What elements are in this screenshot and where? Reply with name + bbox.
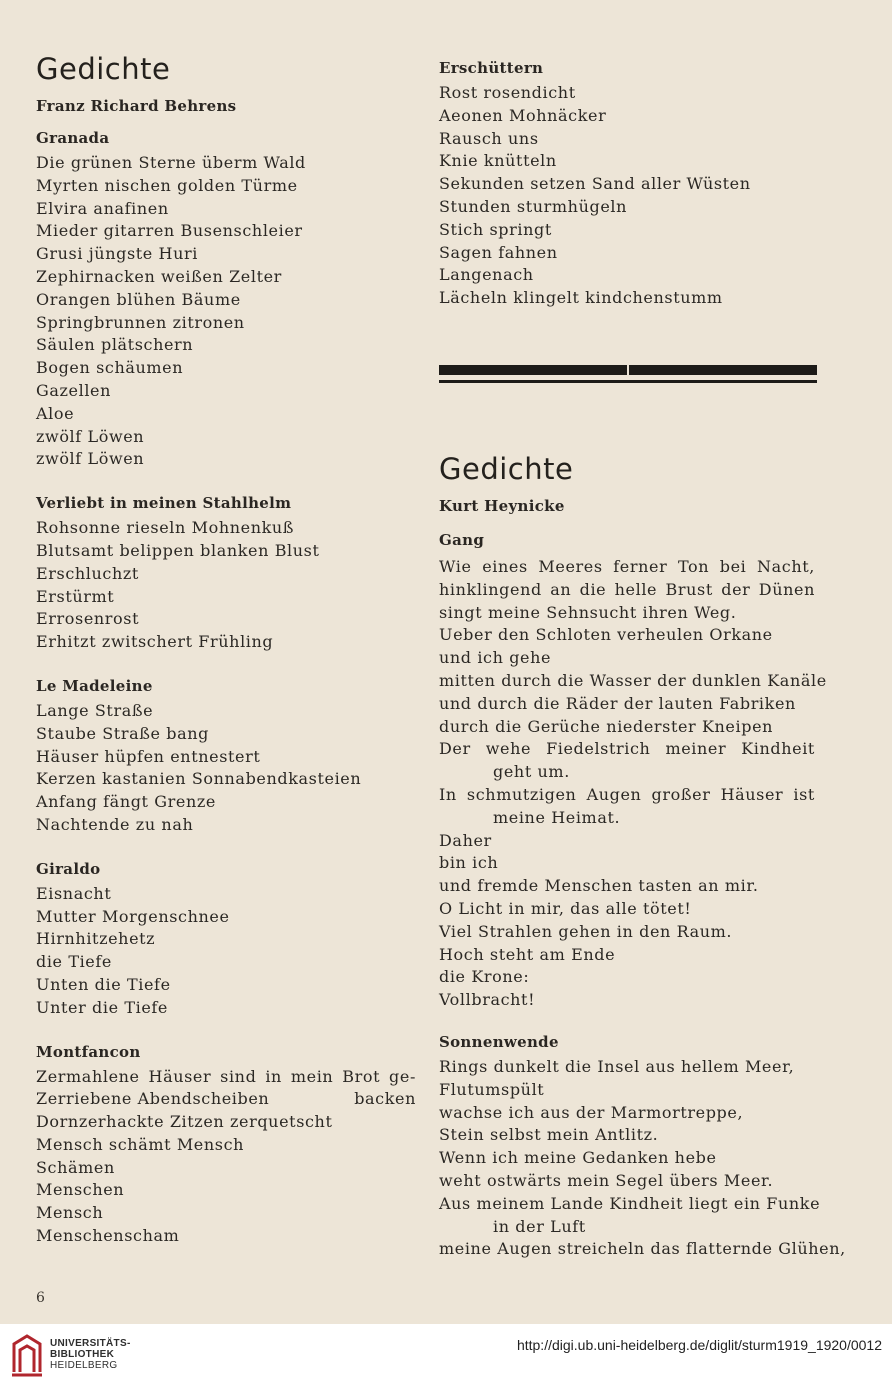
library-line: BIBLIOTHEK bbox=[50, 1349, 115, 1360]
word: in bbox=[265, 1066, 282, 1086]
poem-line: Orangen blühen Bäume bbox=[36, 289, 241, 309]
poem-line: Myrten nischen golden Türme bbox=[36, 175, 298, 195]
poem-line: Springbrunnen zitronen bbox=[36, 312, 245, 332]
poem-line: Die grünen Sterne überm Wald bbox=[36, 153, 306, 172]
word: Brust bbox=[665, 579, 713, 599]
poem-line-part: backen bbox=[354, 1089, 416, 1109]
word: Häuser bbox=[148, 1066, 212, 1086]
poem-line: zwölf Löwen bbox=[36, 426, 145, 446]
poem-lines bbox=[439, 830, 815, 1012]
poem-verliebt bbox=[36, 493, 416, 654]
source-url-link[interactable]: http://digi.ub.uni-heidelberg.de/diglit/sturm1919_1920/0012 bbox=[516, 1337, 882, 1353]
poem-line: Eisnacht bbox=[36, 883, 112, 903]
poem-title: Verliebt in meinen Stahlhelm bbox=[36, 494, 292, 513]
word: Nacht, bbox=[757, 557, 815, 576]
poem-line: zwölf Löwen bbox=[36, 449, 145, 469]
poem-line: Säulen plätschern bbox=[36, 335, 194, 355]
divider-thin bbox=[439, 380, 817, 383]
poem-line: durch die Gerüche niederster Kneipen bbox=[439, 716, 774, 736]
poem-line: Hoch steht am Ende bbox=[439, 944, 616, 964]
poem-gang bbox=[439, 530, 827, 1012]
poem-line: Unten die Tiefe bbox=[36, 974, 171, 994]
word: die bbox=[579, 579, 607, 599]
poem-line: Blutsamt belippen blanken Blust bbox=[36, 540, 320, 560]
word: Meeres bbox=[538, 557, 603, 576]
poem-line: O Licht in mir, das alle tötet! bbox=[439, 898, 692, 918]
poem-lines bbox=[36, 152, 416, 471]
poem-line: Rings dunkelt die Insel aus hellem Meer, bbox=[439, 1056, 795, 1076]
word: ferner bbox=[613, 557, 668, 576]
word: In bbox=[439, 784, 457, 804]
poem-lines bbox=[439, 602, 827, 739]
poem-line: Anfang fängt Grenze bbox=[36, 792, 216, 812]
poem-lines bbox=[36, 700, 416, 837]
poem-line: Erschluchzt bbox=[36, 563, 139, 583]
poem-line: wachse ich aus der Marmortreppe, bbox=[439, 1102, 744, 1122]
word: großer bbox=[651, 784, 711, 804]
poem-erschuettern bbox=[439, 58, 817, 310]
poem-line: Lächeln klingelt kindchenstumm bbox=[439, 288, 723, 308]
poem-line-indented: meine Heimat. bbox=[493, 807, 621, 827]
poem-line: Elvira anafinen bbox=[36, 198, 169, 218]
page-number: 6 bbox=[36, 1290, 45, 1306]
poem-line-justified bbox=[36, 1088, 416, 1111]
left-heading: Gedichte bbox=[36, 52, 171, 86]
poem-line: Bogen schäumen bbox=[36, 358, 184, 378]
word: Häuser bbox=[720, 784, 784, 804]
word: helle bbox=[614, 579, 658, 599]
poem-line: Aloe bbox=[36, 403, 75, 423]
left-column bbox=[36, 52, 416, 1248]
poem-line: und fremde Menschen tasten an mir. bbox=[439, 876, 759, 896]
poem-line: Rausch uns bbox=[439, 128, 539, 148]
word: ist bbox=[793, 784, 815, 804]
poem-line: Sagen fahnen bbox=[439, 242, 558, 262]
word: Fiedelstrich bbox=[546, 739, 651, 759]
poem-line-indented: in der Luft bbox=[493, 1216, 586, 1236]
poem-lines bbox=[36, 517, 416, 654]
word: an bbox=[550, 579, 572, 599]
word: Wie bbox=[439, 557, 472, 576]
poem-title: Le Madeleine bbox=[36, 676, 153, 695]
poem-line: Hirnhitzehetz bbox=[36, 929, 156, 949]
poem-title: Sonnenwende bbox=[439, 1032, 559, 1051]
poem-line: Dornzerhackte Zitzen zerquetscht bbox=[36, 1112, 333, 1132]
poem-line: und durch die Räder der lauten Fabriken bbox=[439, 693, 796, 713]
poem-line: Mensch schämt Mensch bbox=[36, 1134, 245, 1154]
right-author: Kurt Heynicke bbox=[439, 497, 565, 515]
poem-line: meine Augen streicheln das flatternde Glühen, bbox=[439, 1239, 846, 1259]
poem-line: Vollbracht! bbox=[439, 990, 536, 1010]
word: ge- bbox=[389, 1066, 416, 1086]
divider-thick bbox=[439, 365, 817, 375]
poem-line: Gazellen bbox=[36, 380, 112, 400]
poem-line: Häuser hüpfen entnestert bbox=[36, 746, 261, 766]
poem-line: Mieder gitarren Busenschleier bbox=[36, 221, 303, 241]
library-logo-icon[interactable] bbox=[10, 1332, 44, 1378]
poem-line: Stunden sturmhügeln bbox=[439, 196, 628, 216]
poem-lines bbox=[36, 883, 416, 1020]
word: wehe bbox=[485, 739, 532, 759]
poem-line-justified bbox=[439, 784, 815, 807]
word: Zermahlene bbox=[36, 1066, 140, 1086]
poem-line: Stich springt bbox=[439, 219, 552, 239]
right-heading: Gedichte bbox=[439, 452, 574, 486]
poem-line: Wenn ich meine Gedanken hebe bbox=[439, 1148, 717, 1168]
poem-line: Mutter Morgenschnee bbox=[36, 906, 230, 926]
poem-giraldo bbox=[36, 859, 416, 1020]
poem-line: Ueber den Schloten verheulen Orkane bbox=[439, 625, 773, 645]
poem-line: Stein selbst mein Antlitz. bbox=[439, 1125, 659, 1145]
poem-line: Menschenscham bbox=[36, 1226, 180, 1246]
poem-line: Grusi jüngste Huri bbox=[36, 244, 198, 264]
poem-line: Aeonen Mohnäcker bbox=[439, 105, 607, 125]
poem-title: Granada bbox=[36, 129, 110, 147]
poem-title: Erschüttern bbox=[439, 59, 544, 77]
poem-line: die Krone: bbox=[439, 967, 530, 987]
right-column bbox=[439, 58, 817, 310]
poem-line-justified bbox=[439, 738, 815, 761]
word: bei bbox=[719, 557, 747, 576]
poem-line: Daher bbox=[439, 830, 492, 850]
library-name[interactable] bbox=[50, 1338, 131, 1371]
poem-line: Flutumspült bbox=[439, 1079, 545, 1099]
poem-line-justified bbox=[439, 579, 815, 602]
poem-line: Lange Straße bbox=[36, 700, 154, 720]
poem-line: mitten durch die Wasser der dunklen Kanäle bbox=[439, 670, 827, 690]
poem-line: Sekunden setzen Sand aller Wüsten bbox=[439, 174, 751, 194]
poem-title: Giraldo bbox=[36, 859, 101, 878]
poem-granada bbox=[36, 128, 416, 471]
poem-line: Unter die Tiefe bbox=[36, 997, 168, 1017]
word: hinklingend bbox=[439, 579, 542, 599]
poem-line-justified bbox=[36, 1066, 416, 1089]
word: meiner bbox=[665, 739, 727, 759]
poem-line: Rost rosendicht bbox=[439, 83, 576, 102]
poem-line: Schämen bbox=[36, 1157, 115, 1177]
poem-line: Viel Strahlen gehen in den Raum. bbox=[439, 921, 733, 941]
word: Brot bbox=[342, 1066, 381, 1086]
poem-sonnenwende bbox=[439, 1032, 846, 1261]
poem-line-part: Zerriebene Abendscheiben bbox=[36, 1089, 270, 1109]
library-line: HEIDELBERG bbox=[50, 1360, 118, 1371]
poem-line: Erstürmt bbox=[36, 586, 115, 606]
poem-line: die Tiefe bbox=[36, 952, 112, 972]
word: Ton bbox=[677, 557, 710, 576]
poem-line: singt meine Sehnsucht ihren Weg. bbox=[439, 602, 737, 622]
poem-line: Rohsonne rieseln Mohnenkuß bbox=[36, 518, 295, 538]
poem-lines bbox=[36, 1111, 416, 1248]
poem-line: bin ich bbox=[439, 853, 499, 873]
poem-line: Knie knütteln bbox=[439, 151, 557, 171]
right-column-lower bbox=[439, 452, 846, 1261]
poem-line: Langenach bbox=[439, 265, 534, 285]
poem-line: Nachtende zu nah bbox=[36, 814, 194, 834]
poem-line: Zephirnacken weißen Zelter bbox=[36, 266, 282, 286]
word: Dünen bbox=[758, 579, 815, 599]
left-author: Franz Richard Behrens bbox=[36, 97, 237, 115]
poem-line: weht ostwärts mein Segel übers Meer. bbox=[439, 1170, 774, 1190]
word: Kindheit bbox=[741, 739, 815, 759]
poem-line: Aus meinem Lande Kindheit liegt ein Funke bbox=[439, 1193, 821, 1213]
poem-line: Staube Straße bang bbox=[36, 723, 209, 743]
poem-line-justified bbox=[439, 556, 815, 579]
poem-line: Kerzen kastanien Sonnabendkasteien bbox=[36, 769, 362, 789]
word: schmutzigen bbox=[466, 784, 577, 804]
poem-line-indented: geht um. bbox=[493, 762, 570, 782]
poem-title: Gang bbox=[439, 531, 485, 549]
poem-line: und ich gehe bbox=[439, 648, 552, 668]
library-line: UNIVERSITÄTS- bbox=[50, 1338, 131, 1349]
word: Der bbox=[439, 739, 471, 759]
poem-montfancon bbox=[36, 1042, 416, 1248]
poem-line: Mensch bbox=[36, 1203, 104, 1223]
section-divider bbox=[439, 365, 817, 383]
word: sind bbox=[220, 1066, 257, 1086]
word: der bbox=[721, 579, 751, 599]
poem-title: Montfancon bbox=[36, 1042, 141, 1061]
poem-line: Menschen bbox=[36, 1180, 125, 1200]
poem-lines bbox=[439, 82, 817, 310]
word: mein bbox=[290, 1066, 334, 1086]
footer-bar bbox=[0, 1324, 892, 1388]
poem-le-madeleine bbox=[36, 676, 416, 837]
poem-line: Errosenrost bbox=[36, 609, 140, 629]
word: Augen bbox=[586, 784, 642, 804]
word: eines bbox=[482, 557, 528, 576]
poem-line: Erhitzt zwitschert Frühling bbox=[36, 632, 274, 652]
poem-lines bbox=[439, 1056, 821, 1216]
